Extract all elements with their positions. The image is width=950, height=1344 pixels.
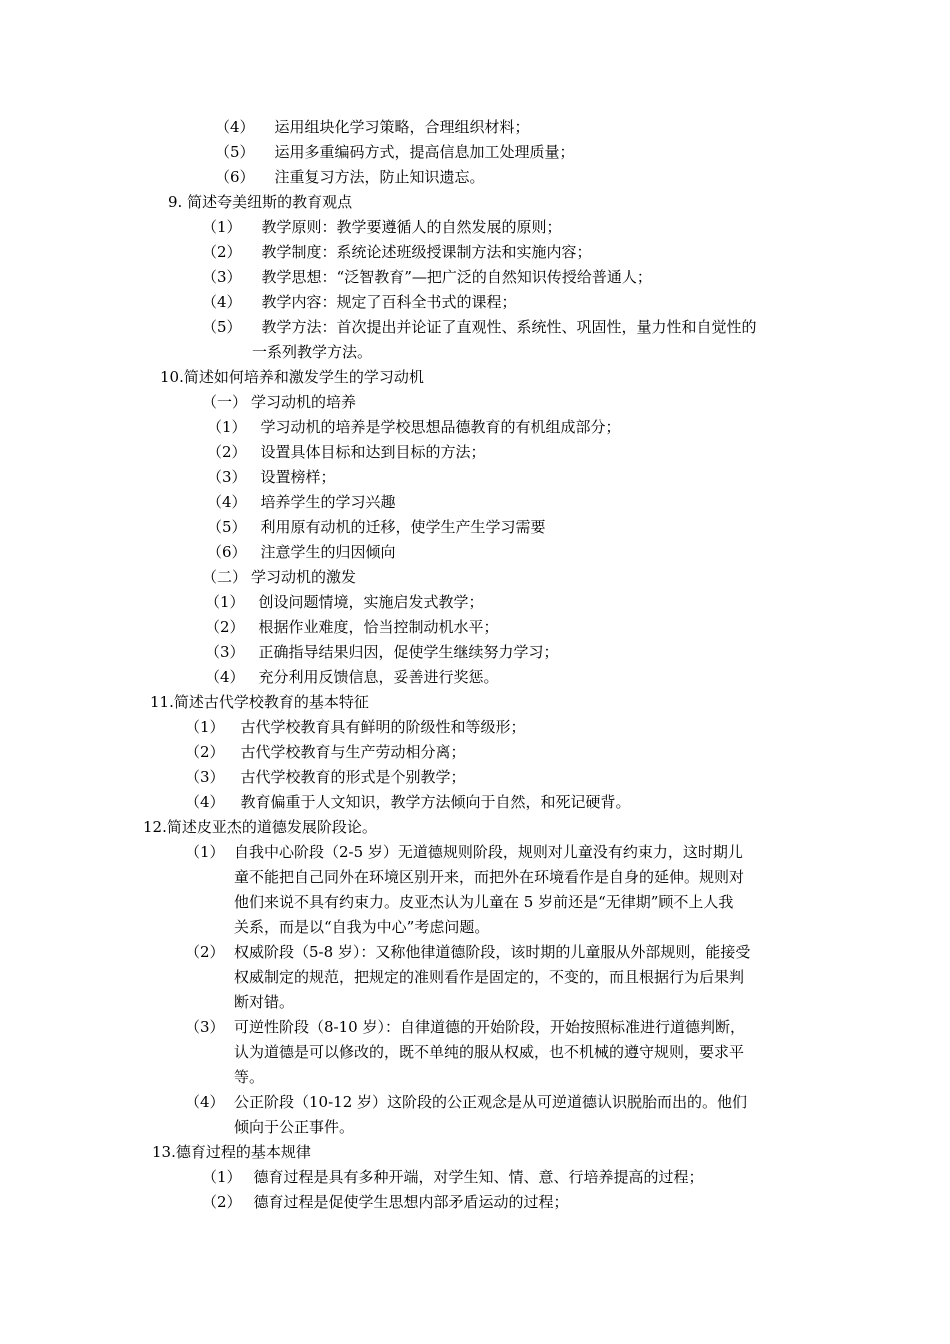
subsection-number: （二）	[202, 568, 248, 586]
list-item	[207, 467, 336, 487]
item-number: （4）	[205, 668, 245, 686]
list-item	[185, 767, 466, 787]
item-text: 根据作业难度，恰当控制动机水平；	[258, 618, 499, 636]
item-number: （1）	[202, 1168, 242, 1186]
item-number: （4）	[202, 293, 242, 311]
item-text: 运用组块化学习策略，合理组织材料；	[274, 118, 530, 136]
item-text-continuation: 一系列教学方法。	[252, 343, 373, 361]
item-number: （3）	[185, 1018, 225, 1036]
list-item	[185, 792, 631, 812]
list-item	[215, 167, 485, 187]
list-item	[202, 317, 757, 337]
list-item	[207, 417, 621, 437]
item-text: 注重复习方法，防止知识遗忘。	[274, 168, 485, 186]
list-item	[207, 442, 486, 462]
item-text: 可逆性阶段（8-10 岁）：自律道德的开始阶段，开始按照标准进行道德判断，	[234, 1018, 745, 1036]
item-text: 自我中心阶段（2-5 岁）无道德规则阶段，规则对儿童没有约束力，这时期儿	[234, 843, 743, 861]
item-number: （5）	[202, 318, 242, 336]
item-number: （4）	[207, 493, 247, 511]
list-item	[205, 617, 499, 637]
list-item	[202, 292, 517, 312]
item-text: 认为道德是可以修改的，既不单纯的服从权威，也不机械的遵守规则，要求平	[234, 1043, 745, 1061]
item-text: 注意学生的归因倾向	[260, 543, 396, 561]
item-number: （3）	[185, 768, 225, 786]
item-text: 教学方法：首次提出并论证了直观性、系统性、巩固性，量力性和自觉性的	[261, 318, 757, 336]
item-text: 运用多重编码方式，提高信息加工处理质量；	[274, 143, 575, 161]
item-number: （1）	[185, 718, 225, 736]
item-text: 充分利用反馈信息，妥善进行奖惩。	[258, 668, 499, 686]
item-number: （2）	[185, 743, 225, 761]
list-item	[185, 742, 466, 762]
list-item	[202, 1192, 569, 1212]
item-number: （2）	[207, 443, 247, 461]
item-number: （3）	[207, 468, 247, 486]
item-text: 设置具体目标和达到目标的方法；	[260, 443, 486, 461]
item-text: 公正阶段（10-12 岁）这阶段的公正观念是从可逆道德认识脱胎而出的。他们	[234, 1093, 748, 1111]
item-text: 等。	[234, 1068, 265, 1086]
item-text: 学习动机的培养是学校思想品德教育的有机组成部分；	[260, 418, 621, 436]
item-number: （4）	[185, 793, 225, 811]
item-text: 倾向于公正事件。	[234, 1118, 355, 1136]
item-text: 利用原有动机的迁移，使学生产生学习需要	[260, 518, 546, 536]
list-item	[202, 217, 562, 237]
list-item	[205, 667, 499, 687]
item-text: 德育过程是促使学生思想内部矛盾运动的过程；	[253, 1193, 569, 1211]
item-text: 德育过程是具有多种开端，对学生知、情、意、行培养提高的过程；	[253, 1168, 704, 1186]
item-text: 断对错。	[234, 993, 295, 1011]
item-text: 培养学生的学习兴趣	[260, 493, 396, 511]
list-item	[215, 142, 575, 162]
list-item	[185, 717, 526, 737]
item-text: 古代学校教育具有鲜明的阶级性和等级形；	[240, 718, 526, 736]
section-heading: 11.简述古代学校教育的基本特征	[150, 693, 369, 711]
list-item	[205, 642, 559, 662]
item-text: 童不能把自己同外在环境区别开来，而把外在环境看作是自身的延伸。规则对	[234, 868, 745, 886]
list-item	[207, 517, 546, 537]
item-number: （3）	[205, 643, 245, 661]
subsection-number: （一）	[202, 393, 248, 411]
list-item	[215, 117, 530, 137]
item-number: （3）	[202, 268, 242, 286]
item-number: （4）	[185, 1093, 225, 1111]
item-text: 古代学校教育与生产劳动相分离；	[240, 743, 466, 761]
item-text: 他们来说不具有约束力。皮亚杰认为儿童在 5 岁前还是“无律期”顾不上人我	[234, 893, 734, 911]
item-text: 教学思想：“泛智教育”—把广泛的自然知识传授给普通人；	[261, 268, 652, 286]
item-number: （6）	[215, 168, 255, 186]
item-number: （2）	[185, 943, 225, 961]
item-number: （6）	[207, 543, 247, 561]
subsection-title: 学习动机的培养	[251, 393, 357, 411]
item-text: 关系，而是以“自我为中心”考虑问题。	[234, 918, 490, 936]
item-number: （5）	[215, 143, 255, 161]
list-item	[202, 242, 592, 262]
item-text: 权威阶段（5-8 岁）：又称他律道德阶段，该时期的儿童服从外部规则，能接受	[234, 943, 751, 961]
item-number: （2）	[202, 243, 242, 261]
section-heading: 12.简述皮亚杰的道德发展阶段论。	[143, 818, 377, 836]
item-number: （1）	[207, 418, 247, 436]
subsection-heading	[202, 392, 356, 412]
subsection-title: 学习动机的激发	[251, 568, 357, 586]
item-text: 正确指导结果归因，促使学生继续努力学习；	[258, 643, 559, 661]
item-number: （5）	[207, 518, 247, 536]
item-number: （2）	[202, 1193, 242, 1211]
list-item	[202, 1167, 704, 1187]
section-heading: 13.德育过程的基本规律	[152, 1143, 311, 1161]
item-number: （1）	[202, 218, 242, 236]
item-text: 设置榜样；	[260, 468, 336, 486]
item-text: 教学内容：规定了百科全书式的课程；	[261, 293, 517, 311]
section-heading: 9. 简述夸美纽斯的教育观点	[168, 193, 353, 211]
list-item	[202, 267, 652, 287]
item-text: 教学原则：教学要遵循人的自然发展的原则；	[261, 218, 562, 236]
item-text: 教学制度：系统论述班级授课制方法和实施内容；	[261, 243, 592, 261]
item-number: （1）	[205, 593, 245, 611]
list-item	[207, 542, 396, 562]
item-number: （2）	[205, 618, 245, 636]
section-heading: 10.简述如何培养和激发学生的学习动机	[160, 368, 424, 386]
item-text: 权威制定的规范，把规定的准则看作是固定的，不变的，而且根据行为后果判	[234, 968, 745, 986]
item-text: 古代学校教育的形式是个别教学；	[240, 768, 466, 786]
item-text: 教育偏重于人文知识，教学方法倾向于自然，和死记硬背。	[240, 793, 631, 811]
item-number: （1）	[185, 843, 225, 861]
subsection-heading	[202, 567, 356, 587]
list-item	[207, 492, 396, 512]
item-text: 创设问题情境，实施启发式教学；	[258, 593, 484, 611]
item-number: （4）	[215, 118, 255, 136]
list-item	[205, 592, 484, 612]
